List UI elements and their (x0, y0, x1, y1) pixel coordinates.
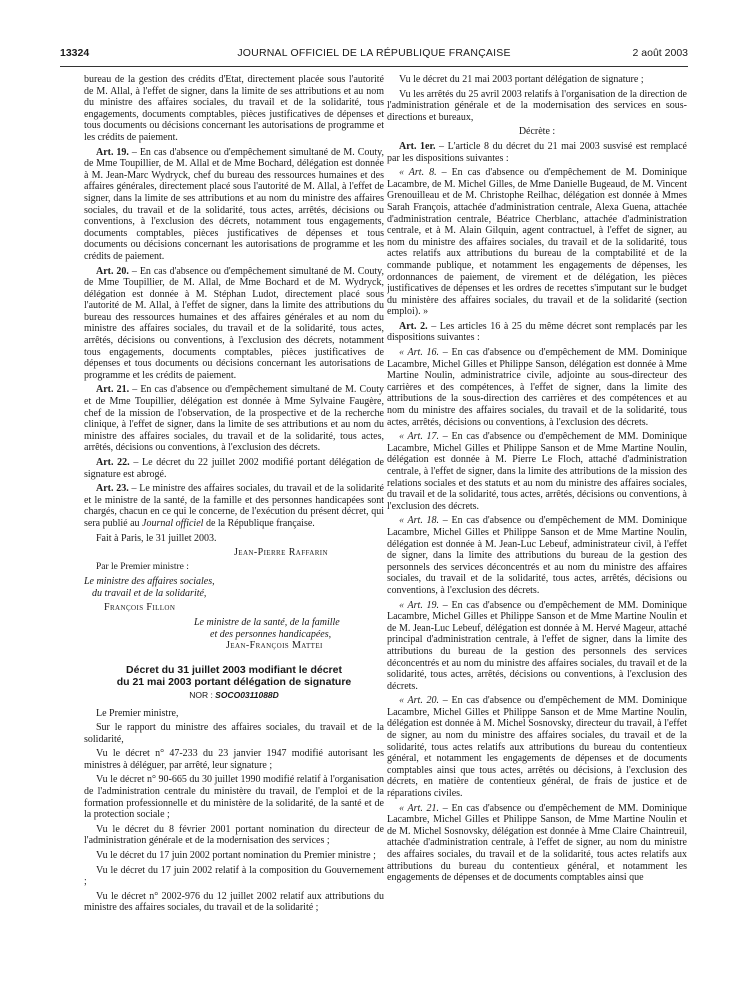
visa: Vu le décret n° 47-233 du 23 janvier 1947 modifié autorisant les ministres à déléguer, par arrêté, leur signature ; (84, 748, 384, 771)
article-19 (84, 147, 384, 263)
quoted-article-20: « Art. 20. – En cas d'absence ou d'empêchement de MM. Dominique Lacambre, Michel Gilles et Philippe Sanson et de Mme Martine Noulin, délégation est donnée à M. Michel Sosnovsky, directeur du travail, à l'effet de signer, au nom du ministre des affaires sociales, du travail et de la solidarité, tous actes relatifs aux attributions du bureau du contentieux général, et notamment les engagements de dépenses et de documents comptables ainsi que tous actes, arrêtés ou décisions, à l'exclusion des décrets, en matière de contentieux général, de frais de justice et de réparations civiles. (387, 695, 687, 800)
article-1: Art. 1er. – L'article 8 du décret du 21 mai 2003 susvisé est remplacé par les dispositions suivantes : (387, 140, 687, 164)
article-22 (84, 457, 384, 480)
right-column (387, 74, 687, 982)
journal-title: JOURNAL OFFICIEL DE LA RÉPUBLIQUE FRANÇAISE (237, 47, 511, 59)
decree-title: Décret du 31 juillet 2003 modifiant le décret du 21 mai 2003 portant délégation de signature (116, 663, 352, 688)
header-rule (60, 66, 688, 67)
paragraph: Le Premier ministre, (96, 707, 179, 719)
article-23 (84, 483, 384, 529)
minister-title: du travail et de la solidarité, (92, 587, 207, 599)
paragraph: Sur le rapport du ministre des affaires sociales, du travail et de la solidarité, (84, 722, 384, 745)
article-text: – En cas d'absence ou d'empêchement simultané de M. Couty et de Mme Toupillier, délégation est donnée à Mme Sylvaine Faugère, chef de la mission de l'observation, de la prospective et de la recherche clinique, à l'effet de signer, dans la limite de ses attributions et au nom du ministre des affaires sociales, du travail et de la solidarité, tous actes, arrêtés, décisions ou conventions, à l'exclusion des décrets. (84, 384, 384, 454)
minister-title: et des personnes handicapées, (210, 628, 332, 640)
article-text: – En cas d'absence ou d'empêchement simultané de M. Couty, de Mme Toupillier, de M. Allal, de Mme Bochard et de M. Wydryck, délégation est donnée à M. Stéphan Ludot, directement placé sous l'autorité de M. Allal, à l'effet de signer, dans la limite des attributions du bureau des ressources humaines et des affaires générales et au nom du ministre des affaires sociales, du travail et de la solidarité, tous actes, arrêtés, décisions ou conventions, à l'exclusion des décrets, notamment tous engagements, documents comptables, pièces justificatives de dépenses et tous documents ou décisions concernant les autorisations de programme et les crédits de paiement. (84, 265, 384, 381)
minister-title: Le ministre des affaires sociales, (84, 576, 215, 588)
quoted-article-19: « Art. 19. – En cas d'absence ou d'empêchement de MM. Dominique Lacambre, Michel Gilles et Philippe Sanson et de Mme Martine Noulin et de M. Jean-Luc Lebeuf, délégation est donnée à M. Hervé Mageur, attaché principal d'administration centrale, à l'effet de signer, dans la limite des attributions du bureau de la gestion des personnels des services déconcentrés et au nom du ministre des affaires sociales, du travail et de la solidarité, tous actes, arrêtés, décisions ou conventions, à l'exclusion des décrets. (387, 599, 687, 692)
page-number: 13324 (60, 47, 90, 59)
visa: Vu le décret n° 2002-976 du 12 juillet 2002 relatif aux attributions du ministre des affaires sociales, du travail et de la solidarité ; (84, 890, 384, 914)
visa: Vu le décret n° 90-665 du 30 juillet 1990 modifié relatif à l'organisation de l'administration centrale du ministère du travail, de l'emploi et de la formation professionnelle et du ministère de la solidarité, de la santé et de la protection sociale ; (84, 774, 384, 821)
quoted-article-8: « Art. 8. – En cas d'absence ou d'empêchement de M. Dominique Lacambre, de M. Michel Gilles, de Mme Danielle Bugeaud, de M. Vincent Grenouilleau et de M. Christophe Reilhac, délégation est donnée à Mmes Sarah François, attachée d'administration centrale, Alexa Guena, attachée d'administration centrale, Béatrice Cherblanc, attachée d'administration centrale, et à M. Alain Gilquin, agent contractuel, à l'effet de signer, au nom du ministre des affaires sociales, du travail et de la solidarité, tous actes relatifs aux attributions du bureau de la comptabilité et de la commande publique, et notamment les engagements de dépenses, les ordonnances de paiement, de virement et de délégation, les pièces justificatives de dépenses et les ordres de recettes s'imputant sur le budget du ministère des affaires sociales, du travail et de la solidarité (section emploi). » (387, 167, 687, 318)
article-label: Art. 22. (96, 457, 130, 468)
quoted-article-21: « Art. 21. – En cas d'absence ou d'empêchement de MM. Dominique Lacambre, Michel Gilles et Philippe Sanson, de Mme Martine Noulin et de M. Michel Sosnovsky, délégation est donnée à Mme Claire Chaintreuil, attachée d'administration centrale, à l'effet de signer, au nom du ministre des affaires sociales, du travail et de la solidarité, tous actes relatifs aux attributions du bureau du contentieux général, et notamment les engagements de dépenses et de documents comptables ainsi que (387, 802, 687, 884)
article-label: Art. 23. (96, 483, 129, 495)
article-text: de la République française. (203, 517, 315, 529)
journal-name: Journal officiel (142, 517, 204, 529)
article-2: Art. 2. – Les articles 16 à 25 du même décret sont remplacés par les dispositions suivantes : (387, 320, 687, 344)
paragraph: bureau de la gestion des crédits d'Etat, directement placée sous l'autorité de M. Allal, à l'effet de signer, dans la limite de ses attributions et au nom du ministre des affaires sociales, du travail et de la solidarité, tous engagements, documents comptables, pièces justificatives de dépenses et tous documents ou décisions concernant les autorisations de programme et les crédits de paiement. (84, 74, 384, 143)
issue-date: 2 août 2003 (632, 47, 688, 59)
decrete: Décrète : (518, 126, 556, 138)
article-label: Art. 20. (96, 265, 129, 277)
quoted-article-18: « Art. 18. – En cas d'absence ou d'empêchement de MM. Dominique Lacambre, Michel Gilles et Philippe Sanson et de Mme Martine Noulin, délégation est donnée à M. Jean-Luc Lebeuf, administrateur civil, à l'effet de signer, dans la limite des attributions du bureau de la gestion des personnels des services déconcentrés et au nom du ministre des affaires sociales, du travail et de la solidarité, tous actes, arrêtés, décisions ou conventions, à l'exclusion des décrets. (387, 515, 687, 596)
quoted-article-16: « Art. 16. – En cas d'absence ou d'empêchement de MM. Dominique Lacambre, Michel Gilles et Philippe Sanson, délégation est donnée à Mme Martine Noulin, administratrice civile, adjointe au sous-directeur des carrières et des compétences, à l'effet de signer, dans la limite des attributions de la sous-direction des carrières et des compétences et au nom du ministre des affaires sociales, du travail et de la solidarité, tous actes, arrêtés, décisions ou conventions, à l'exclusion des décrets. (387, 347, 687, 428)
article-20 (84, 266, 384, 382)
article-text: – Le ministre des affaires sociales, du travail et de la solidarité et le ministre de la santé, de la famille et des personnes handicapées sont chargés, chacun en ce qui le concerne, de l'exécution du présent décret, qui sera publié au (84, 483, 384, 529)
visa: Vu le décret du 8 février 2001 portant nomination du directeur de l'administration générale et de la modernisation des services ; (84, 823, 384, 847)
visa: Vu le décret du 17 juin 2002 portant nomination du Premier ministre ; (96, 850, 376, 862)
minister-title: Le ministre de la santé, de la famille (194, 617, 340, 629)
article-label: Art. 19. (96, 146, 129, 158)
article-text: – En cas d'absence ou d'empêchement simultané de M. Couty, de Mme Toupillier, de M. Allal et de Mme Bochard, délégation est donnée à M. Jean-Marc Wydryck, chef du bureau des ressources humaines et des affaires générales, directement placé sous l'autorité de M. Allal, à l'effet de signer, dans la limite de ses attributions et au nom du ministre des affaires sociales, du travail et de la solidarité, tous actes, arrêtés, décisions ou conventions, à l'exclusion des décrets, notamment tous engagements, documents comptables, pièces justificatives de dépenses et tous documents ou décisions concernant les autorisations de programme et les crédits de paiement. (84, 146, 384, 262)
visa: Vu le décret du 17 juin 2002 relatif à la composition du Gouvernement ; (84, 864, 384, 888)
left-column (84, 74, 384, 982)
visa: Vu les arrêtés du 25 avril 2003 relatifs à l'organisation de la direction de l'administration générale et de la modernisation des services en sous-directions et bureaux, (387, 88, 687, 123)
article-label: Art. 21. (96, 384, 130, 396)
quoted-article-17: « Art. 17. – En cas d'absence ou d'empêchement de MM. Dominique Lacambre, Michel Gilles et Philippe Sanson et de Mme Martine Noulin, délégation est donnée à M. Pierre Le Floch, attaché d'administration centrale, à l'effet de signer, dans la limite des attributions de la mission des relations sociales et des statuts et au nom du ministre des affaires sociales, du travail et de la solidarité, tous actes, arrêtés, décisions ou conventions, à l'exclusion des décrets. (387, 431, 687, 512)
signature-fillon: François Fillon (104, 601, 176, 613)
article-text: – Le décret du 22 juillet 2002 modifié portant délégation de signature est abrogé. (84, 457, 384, 480)
signature-mattei: Jean-François Mattei (226, 640, 323, 652)
visa: Vu le décret du 21 mai 2003 portant délégation de signature ; (399, 74, 644, 85)
fait-a-paris: Fait à Paris, le 31 juillet 2003. (96, 532, 217, 544)
nor-reference: NOR : SOCO0311088D (189, 689, 279, 700)
article-21 (84, 384, 384, 454)
page-header (60, 47, 688, 63)
signature-pm: Jean-Pierre Raffarin (234, 547, 328, 559)
par-premier-ministre: Par le Premier ministre : (96, 561, 189, 572)
